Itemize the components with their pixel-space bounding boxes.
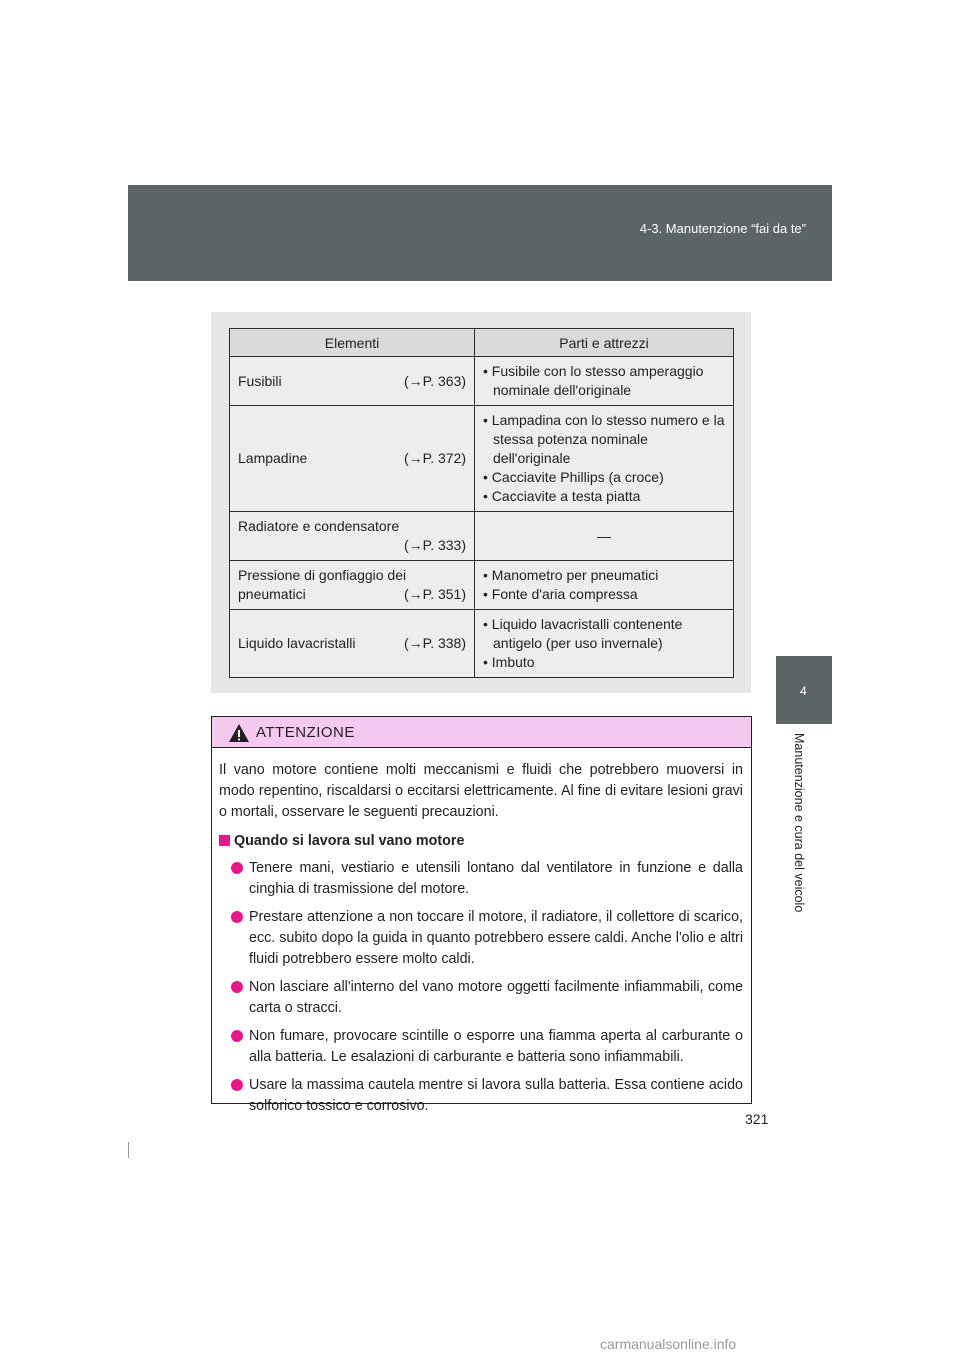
circle-bullet-icon bbox=[231, 911, 243, 923]
header-band bbox=[128, 185, 832, 281]
table-row bbox=[230, 406, 734, 512]
item-cell bbox=[230, 561, 475, 610]
list-item: • Fonte d'aria compressa bbox=[483, 586, 638, 602]
circle-bullet-icon bbox=[231, 1079, 243, 1091]
page-reference: (→P. 363) bbox=[404, 372, 466, 389]
item-name bbox=[238, 566, 466, 604]
warning-intro: Il vano motore contiene molti meccanismi e fluidi che potrebbero muoversi in modo repentino, riscaldarsi o eccitarsi elettricamente. Al fine di evitare lesioni gravi o mortali, osservare le seguenti precauzioni. bbox=[219, 762, 743, 820]
list-item: • Liquido lavacristalli contenente antigelo (per uso invernale) bbox=[483, 616, 683, 651]
item-cell bbox=[230, 406, 475, 512]
page-number: 321 bbox=[745, 1111, 769, 1127]
list-item: • Cacciavite a testa piatta bbox=[483, 488, 641, 504]
bullet-text: Non fumare, provocare scintille o esporre una fiamma aperta al carburante o alla batteria. Le esalazioni di carburante e batteria sono infiammabili. bbox=[249, 1028, 743, 1065]
chapter-number: 4 bbox=[800, 684, 807, 698]
item-name: Radiatore e condensatore bbox=[238, 518, 400, 534]
margin-mark bbox=[128, 1142, 129, 1158]
table-row bbox=[230, 357, 734, 406]
list-item bbox=[231, 858, 743, 900]
warning-box bbox=[211, 716, 752, 1114]
parts-cell bbox=[475, 561, 734, 610]
list-item bbox=[231, 1075, 743, 1117]
parts-table bbox=[229, 328, 734, 678]
bullet-text: Usare la massima cautela mentre si lavora sulla batteria. Essa contiene acido solforico tossico e corrosivo. bbox=[249, 1077, 743, 1114]
square-bullet-icon bbox=[219, 835, 230, 846]
parts-cell bbox=[475, 357, 734, 406]
list-item: • Fusibile con lo stesso amperaggio nominale dell'originale bbox=[483, 363, 704, 398]
list-item bbox=[231, 907, 743, 970]
table-row bbox=[230, 610, 734, 678]
table-row bbox=[230, 512, 734, 561]
bullet-text: Non lasciare all'interno del vano motore oggetti facilmente infiammabili, come carta o stracci. bbox=[249, 979, 743, 1016]
chapter-title: Manutenzione e cura del veicolo bbox=[792, 733, 806, 913]
watermark: carmanualsonline.info bbox=[600, 1336, 737, 1352]
page-reference: (→P. 338) bbox=[404, 635, 466, 651]
item-cell bbox=[230, 357, 475, 406]
item-name: Liquido lavacristalli bbox=[238, 635, 356, 651]
warning-subheading bbox=[219, 831, 743, 852]
page-reference: (→P. 333) bbox=[404, 537, 466, 553]
list-item bbox=[231, 977, 743, 1019]
bullet-text: Tenere mani, vestiario e utensili lontano dal ventilatore in funzione e dalla cinghia di trasmissione del motore. bbox=[249, 860, 743, 897]
column-header-items: Elementi bbox=[230, 329, 475, 357]
warning-body bbox=[212, 748, 751, 1117]
item-cell bbox=[230, 512, 475, 561]
parts-cell: — bbox=[475, 512, 734, 561]
circle-bullet-icon bbox=[231, 862, 243, 874]
parts-table-panel bbox=[211, 312, 751, 693]
bullet-text: Prestare attenzione a non toccare il motore, il radiatore, il collettore di scarico, ecc. subito dopo la guida in quanto potrebbero essere caldi. Anche l'olio e altri fluidi potrebbero essere molto caldi. bbox=[249, 909, 743, 967]
list-item: • Imbuto bbox=[483, 654, 535, 670]
list-item: • Cacciavite Phillips (a croce) bbox=[483, 469, 664, 485]
warning-header bbox=[212, 717, 751, 748]
page-reference: (→P. 351) bbox=[404, 586, 466, 602]
warning-triangle-icon bbox=[228, 723, 250, 743]
page-reference: (→P. 372) bbox=[404, 450, 466, 466]
list-item bbox=[231, 1026, 743, 1068]
column-header-parts: Parti e attrezzi bbox=[475, 329, 734, 357]
section-title: 4-3. Manutenzione “fai da te” bbox=[639, 221, 806, 236]
item-cell bbox=[230, 610, 475, 678]
circle-bullet-icon bbox=[231, 1030, 243, 1042]
table-row bbox=[230, 561, 734, 610]
item-name: Lampadine bbox=[238, 450, 308, 466]
circle-bullet-icon bbox=[231, 981, 243, 993]
item-name-text: Pressione di gonfiaggio dei pneumatici bbox=[238, 567, 407, 602]
list-item: • Lampadina con lo stesso numero e la stessa potenza nominale dell'originale bbox=[483, 412, 725, 466]
chapter-tab bbox=[776, 656, 832, 724]
list-item: • Manometro per pneumatici bbox=[483, 567, 659, 583]
parts-cell bbox=[475, 610, 734, 678]
item-name: Fusibili bbox=[238, 372, 282, 389]
warning-title: ATTENZIONE bbox=[256, 724, 355, 741]
subheading-text: Quando si lavora sul vano motore bbox=[234, 833, 465, 849]
parts-cell bbox=[475, 406, 734, 512]
